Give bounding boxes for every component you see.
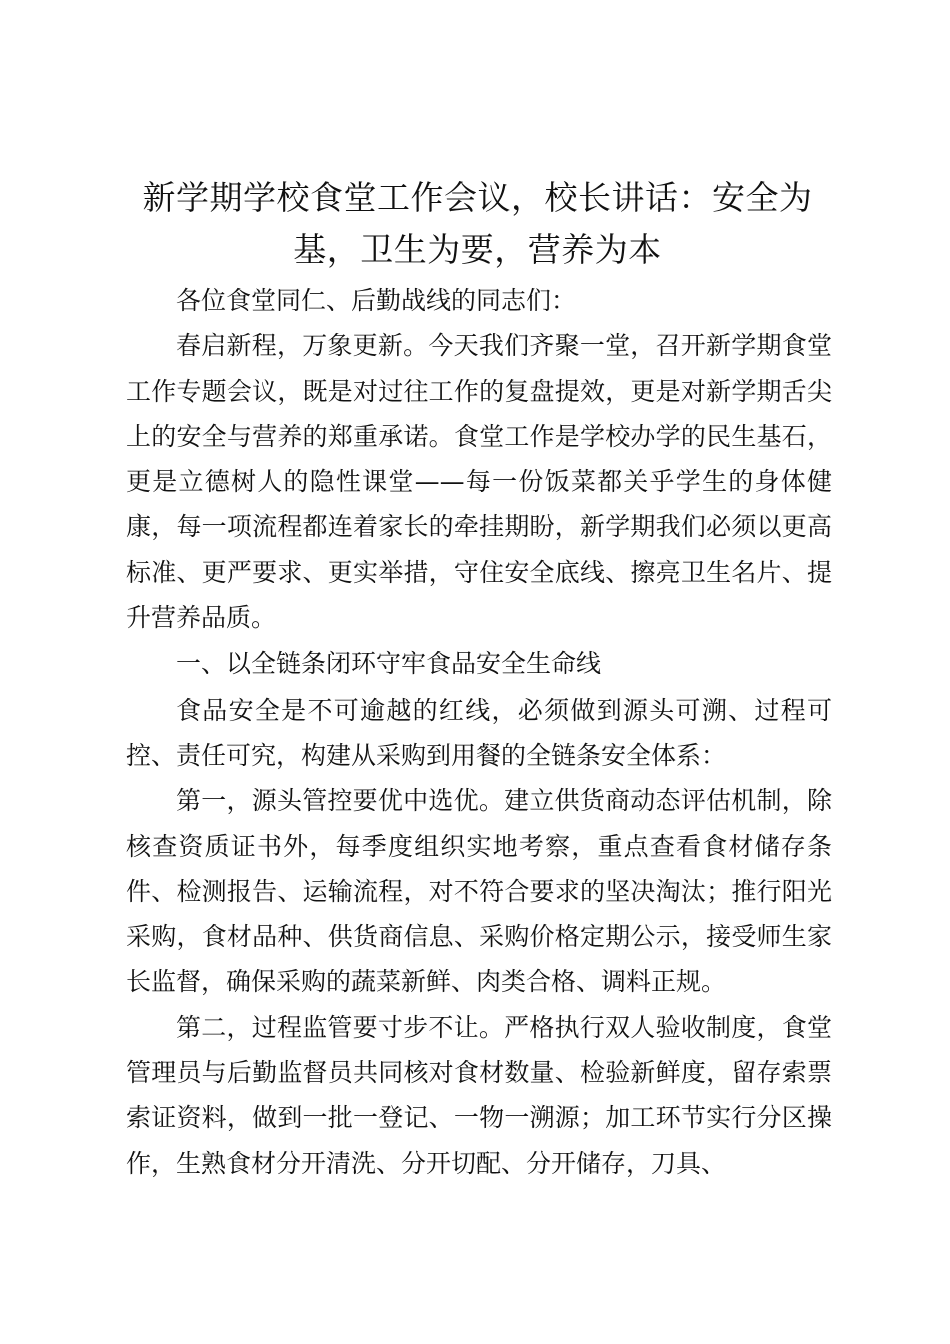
- point-two-paragraph: 第二，过程监管要寸步不让。严格执行双人验收制度，食堂管理员与后勤监督员共同核对食材数量、检验新鲜度，留存索票索证资料，做到一批一登记、一物一溯源；加工环节实行分区操作，生熟食材分开清洗、分开切配、分开储存，刀具、: [126, 1012, 832, 1178]
- section-intro-paragraph: 食品安全是不可逾越的红线，必须做到源头可溯、过程可控、责任可究，构建从采购到用餐的全链条安全体系：: [126, 695, 832, 770]
- document-title: 新学期学校食堂工作会议，校长讲话：安全为基，卫生为要，营养为本: [142, 178, 813, 269]
- section-heading: 一、以全链条闭环守牢食品安全生命线: [176, 649, 602, 679]
- salutation-paragraph: 各位食堂同仁、后勤战线的同志们：: [176, 286, 577, 315]
- intro-paragraph: 春启新程，万象更新。今天我们齐聚一堂，召开新学期食堂工作专题会议，既是对过往工作的复盘提效，更是对新学期舌尖上的安全与营养的郑重承诺。食堂工作是学校办学的民生基石，更是立德树人的隐性课堂——每一份饭菜都关乎学生的身体健康，每一项流程都连着家长的牵挂期盼，新学期我们必须以更高标准、更严要求、更实举措，守住安全底线、擦亮卫生名片、提升营养品质。: [126, 331, 832, 633]
- point-one-paragraph: 第一，源头管控要优中选优。建立供货商动态评估机制，除核查资质证书外，每季度组织实地考察，重点查看食材储存条件、检测报告、运输流程，对不符合要求的坚决淘汰；推行阳光采购，食材品种、供货商信息、采购价格定期公示，接受师生家长监督，确保采购的蔬菜新鲜、肉类合格、调料正规。: [126, 786, 832, 997]
- document-body: [126, 278, 832, 1186]
